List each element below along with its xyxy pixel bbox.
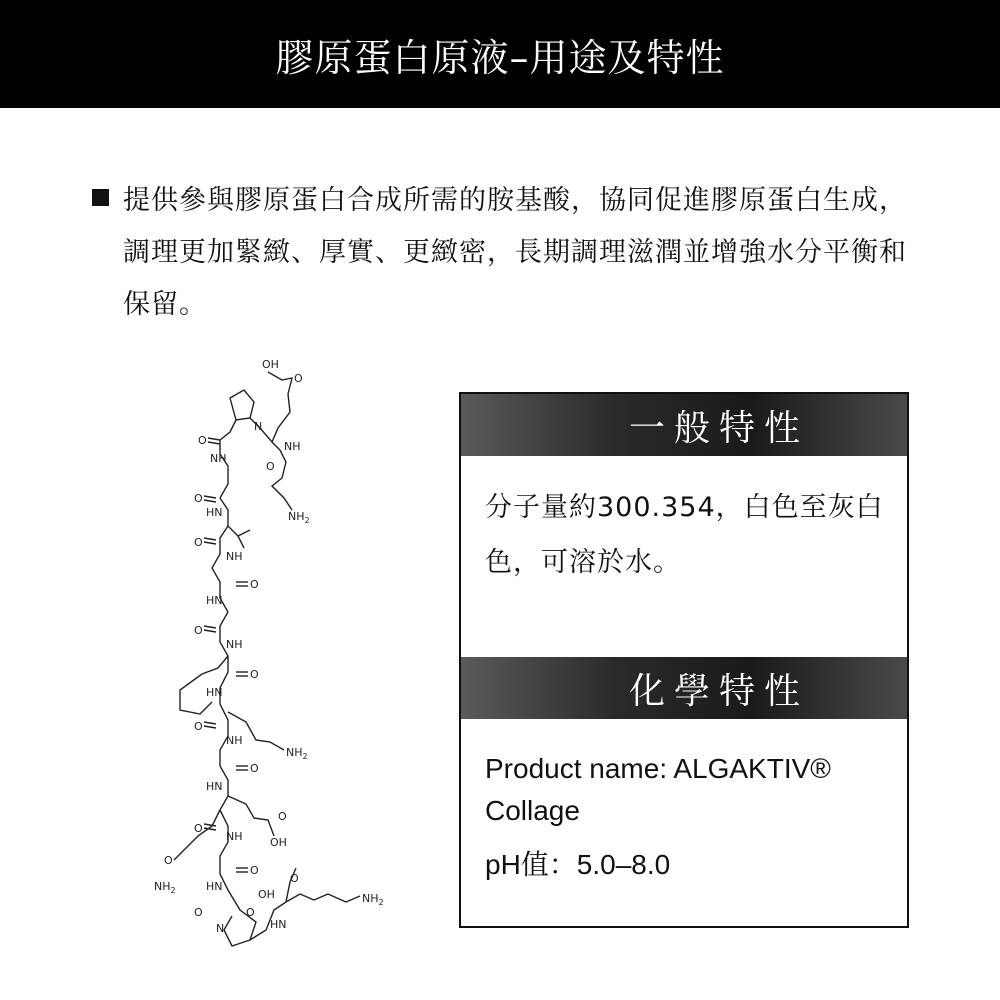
molecule-label-o: O — [194, 720, 203, 733]
molecule-label-nh: NH — [226, 830, 243, 843]
molecule-label-nh2: $NH_2$ — [288, 510, 310, 525]
molecule-label-o: O — [194, 624, 203, 637]
molecule-label-nh: NH — [284, 440, 301, 453]
page-header — [0, 0, 1000, 108]
general-properties-title: 一般特性 — [628, 407, 809, 449]
molecule-label-oh: OH — [258, 888, 275, 901]
molecule-label-hn: HN — [206, 780, 223, 793]
molecule-label-hn: HN — [206, 880, 223, 893]
molecule-label-subscript: 2 — [170, 886, 176, 895]
molecule-label-nh2: $NH_2$ — [286, 746, 308, 761]
general-properties-text: 分子量約300.354，白色至灰白色，可溶於水。 — [485, 492, 884, 578]
chemical-properties-body — [485, 748, 895, 886]
molecule-label-o: O — [194, 492, 203, 505]
molecule-label-nh: NH — [226, 550, 243, 563]
spec-panel — [459, 392, 909, 928]
chemical-properties-header — [461, 657, 907, 719]
intro-text: 提供參與膠原蛋白合成所需的胺基酸，協同促進膠原蛋白生成，調理更加緊緻、厚實、更緻密，長期調理滋潤並增強水分平衡和保留。 — [123, 185, 907, 320]
molecule-label-o: O — [194, 822, 203, 835]
molecule-label-oh: OH — [262, 358, 279, 371]
molecule-label-nh: NH — [226, 734, 243, 747]
molecule-label-o: O — [194, 536, 203, 549]
molecule-label-subscript: 2 — [302, 752, 308, 761]
molecule-label-n: N — [254, 420, 263, 433]
molecule-label-o: O — [250, 668, 259, 681]
molecule-label-o: O — [250, 762, 259, 775]
molecule-label-nh2: $NH_2$ — [154, 880, 176, 895]
molecule-label-hn: HN — [270, 918, 287, 931]
general-properties-header — [461, 394, 907, 456]
molecule-label-o: O — [294, 372, 303, 385]
product-name-text: Product name: ALGAKTIV® Collage — [485, 753, 831, 826]
molecule-label-nh: NH — [210, 452, 227, 465]
molecule-label-o: O — [266, 460, 275, 473]
molecule-label-o: O — [198, 434, 207, 447]
molecule-label-hn: HN — [206, 686, 223, 699]
ph-value-text: pH值：5.0–8.0 — [485, 849, 671, 880]
chemical-properties-title: 化學特性 — [628, 670, 809, 712]
molecule-label-o: O — [246, 906, 255, 919]
molecule-label-subscript: 2 — [304, 516, 310, 525]
molecule-label-oh: OH — [270, 836, 287, 849]
molecule-label-o: O — [278, 810, 287, 823]
molecule-label-o: O — [194, 906, 203, 919]
molecule-label-nh: NH — [226, 638, 243, 651]
molecule-label-o: O — [290, 872, 299, 885]
molecule-label-o: O — [250, 864, 259, 877]
molecule-label-hn: HN — [206, 594, 223, 607]
peptide-structure-diagram — [150, 350, 450, 970]
molecule-label-o: O — [164, 854, 173, 867]
molecule-label-n: N — [216, 922, 225, 935]
molecule-label-subscript: 2 — [378, 898, 384, 907]
intro-section — [92, 175, 922, 331]
molecule-label-nh2: $NH_2$ — [362, 892, 384, 907]
page-title: 膠原蛋白原液–用途及特性 — [275, 35, 725, 80]
square-bullet-icon — [92, 189, 109, 206]
molecule-label-hn: HN — [206, 506, 223, 519]
molecule-label-o: O — [250, 578, 259, 591]
